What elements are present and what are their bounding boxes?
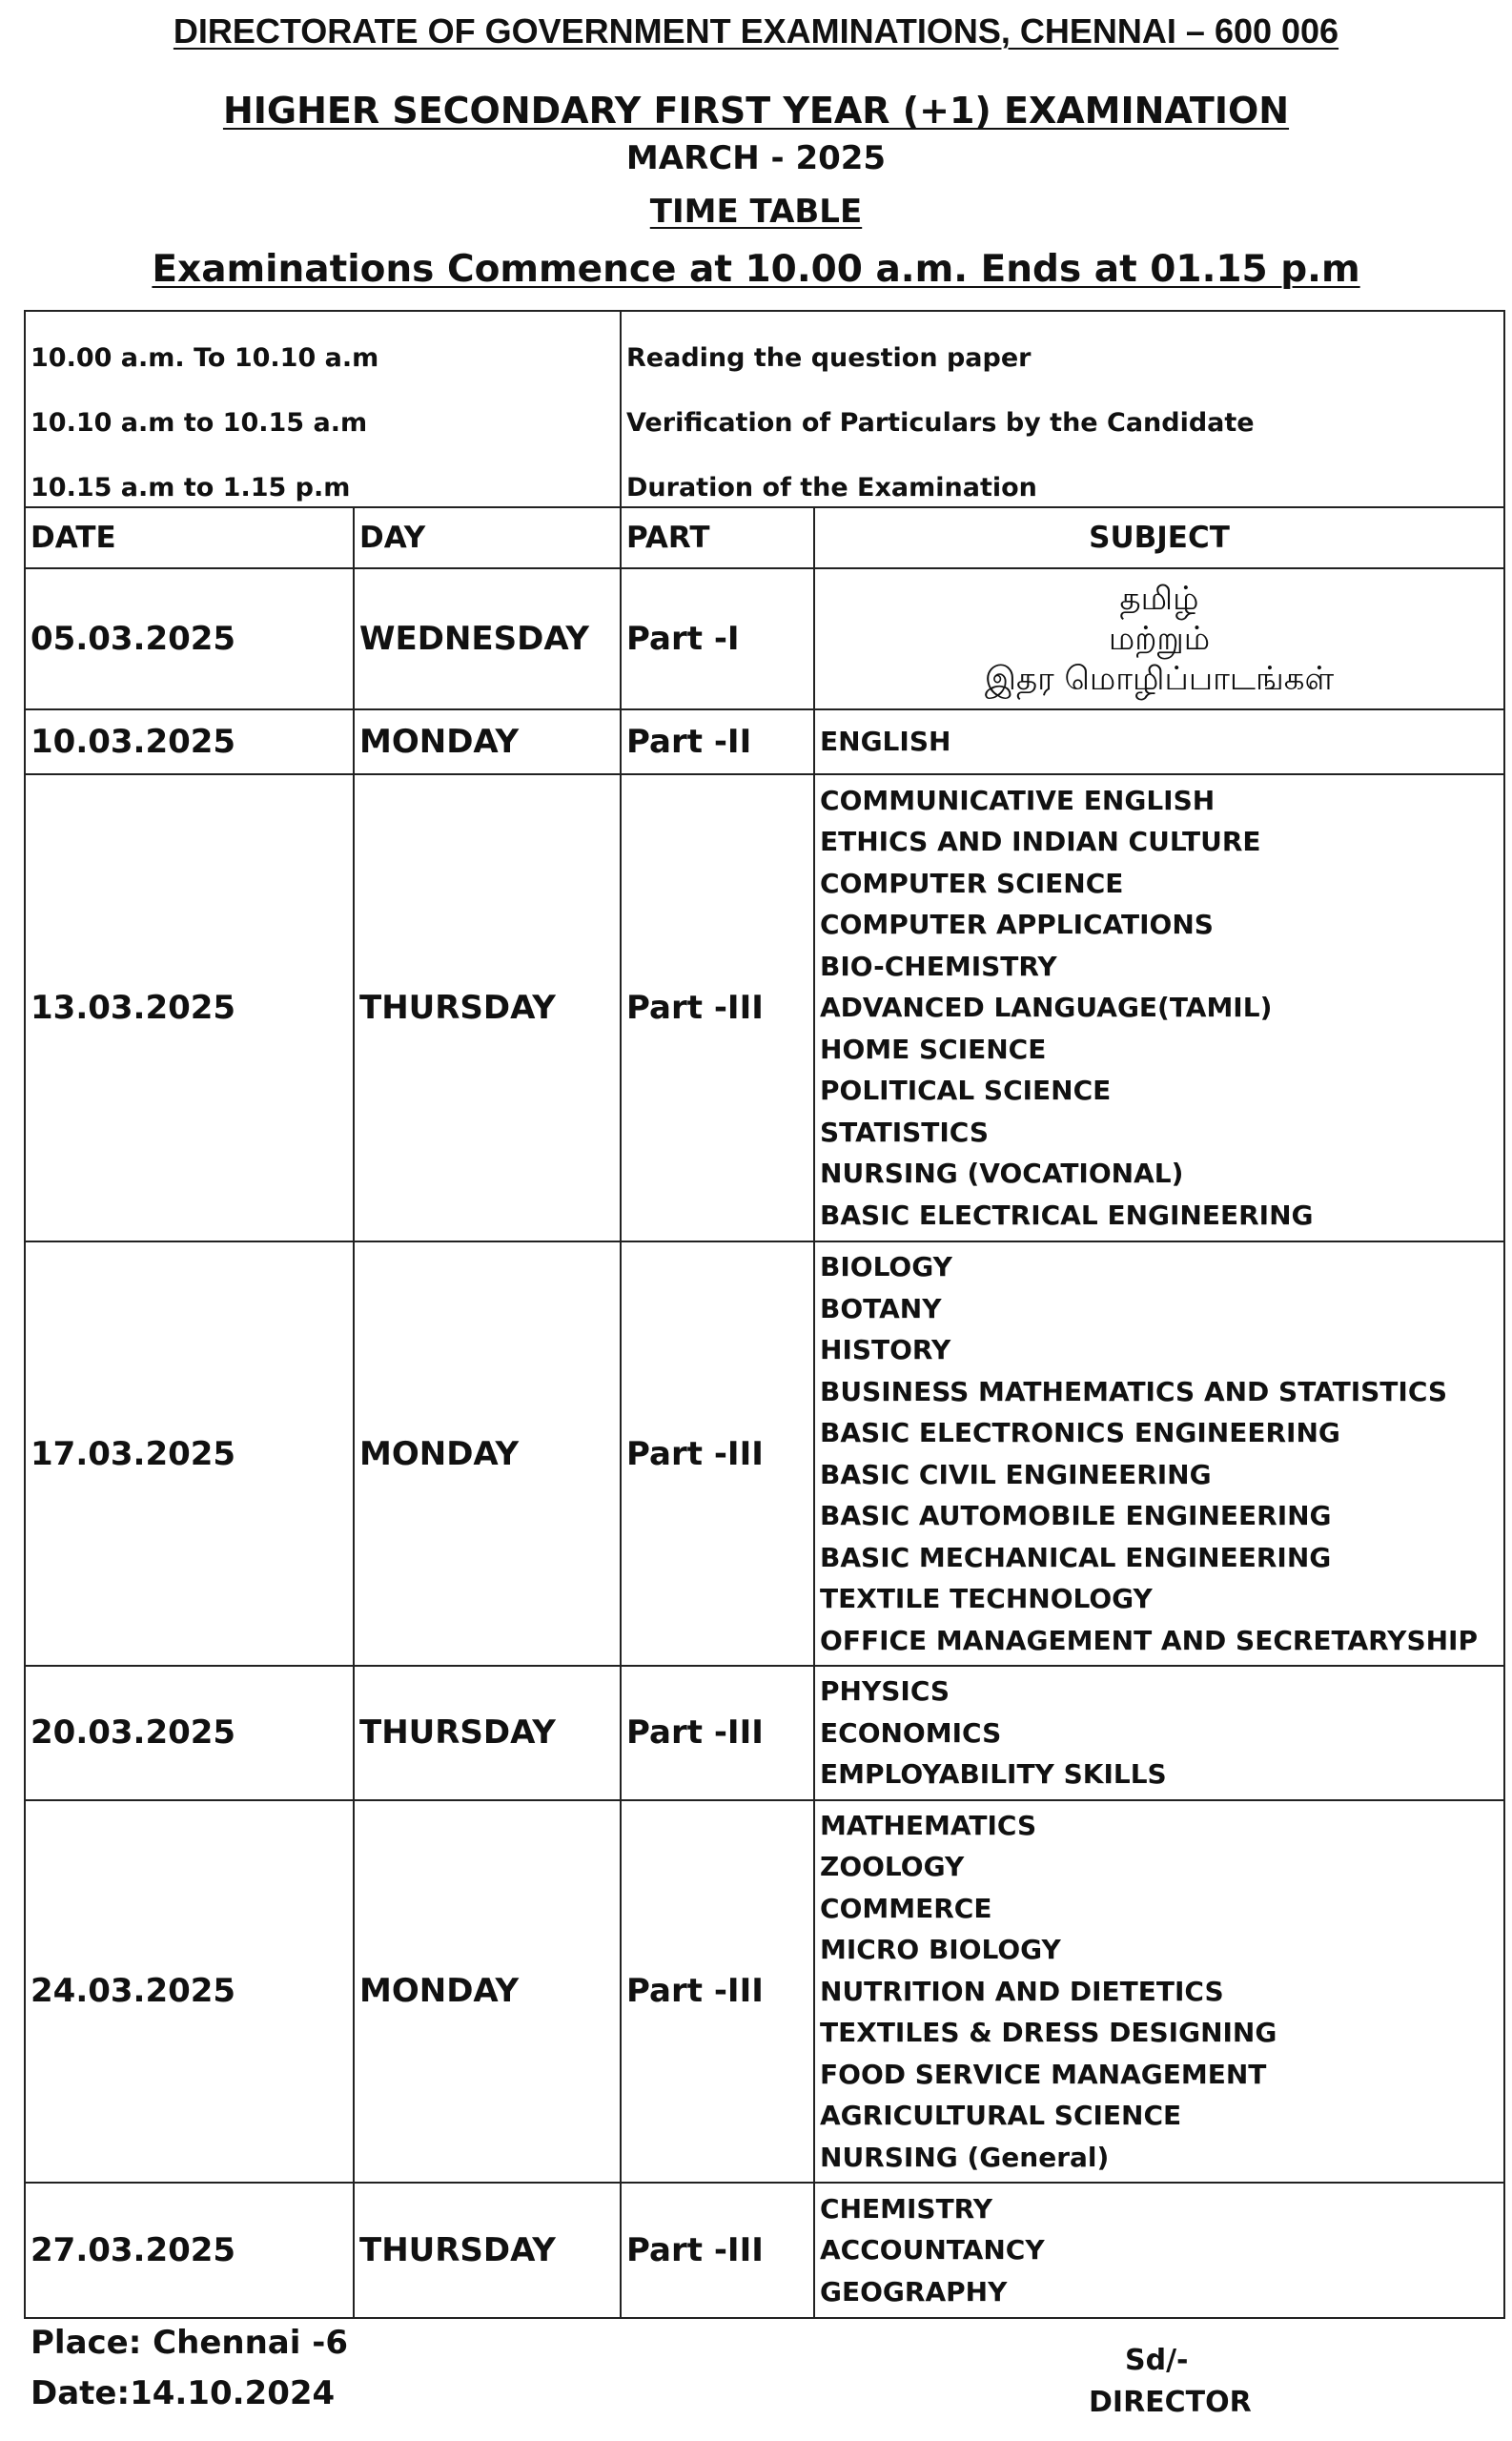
subject-item: BASIC ELECTRONICS ENGINEERING: [820, 1417, 1340, 1448]
subject-item: FOOD SERVICE MANAGEMENT: [820, 2058, 1267, 2090]
subject-item: OFFICE MANAGEMENT AND SECRETARYSHIP: [820, 1624, 1478, 1656]
exam-date: 10.03.2025: [25, 709, 354, 774]
subject-item: MATHEMATICS: [820, 1809, 1037, 1841]
subject-item: NUTRITION AND DIETETICS: [820, 1975, 1224, 2007]
subject-column-header: SUBJECT: [814, 507, 1504, 568]
director-designation: DIRECTOR: [1089, 2386, 1252, 2419]
subject-item: AGRICULTURAL SCIENCE: [820, 2100, 1182, 2131]
timetable: [24, 310, 1505, 2319]
subject-item: ADVANCED LANGUAGE(TAMIL): [820, 992, 1273, 1024]
exam-day: THURSDAY: [354, 2183, 621, 2318]
exam-timing-heading: Examinations Commence at 10.00 a.m. Ends at 01.15 p.m: [152, 248, 1360, 291]
timing-activity: Reading the question paper: [621, 311, 1504, 377]
exam-subjects: [814, 568, 1504, 709]
exam-subjects: [814, 1666, 1504, 1800]
time-table-heading: TIME TABLE: [649, 193, 863, 231]
subject-item: COMMERCE: [820, 1892, 992, 1924]
timing-row: [25, 377, 1504, 441]
subject-item: GEOGRAPHY: [820, 2275, 1008, 2308]
exam-month: MARCH - 2025: [625, 139, 887, 177]
subject-item: BASIC ELECTRICAL ENGINEERING: [820, 1199, 1314, 1231]
subject-item: தமிழ்: [1119, 580, 1199, 618]
exam-part: Part -III: [621, 774, 814, 1241]
subject-item: BIO-CHEMISTRY: [820, 950, 1057, 982]
subject-item: COMPUTER SCIENCE: [820, 867, 1124, 899]
issue-date-text: Date:14.10.2024: [31, 2374, 336, 2412]
schedule-row: [25, 1800, 1504, 2184]
subject-item: ENGLISH: [820, 726, 951, 758]
subject-item: ACCOUNTANCY: [820, 2234, 1045, 2267]
schedule-row: [25, 709, 1504, 774]
subject-item: BASIC MECHANICAL ENGINEERING: [820, 1541, 1332, 1573]
schedule-row: [25, 774, 1504, 1241]
subject-item: MICRO BIOLOGY: [820, 1934, 1061, 1965]
exam-part: Part -III: [621, 1666, 814, 1800]
subject-item: BASIC CIVIL ENGINEERING: [820, 1458, 1212, 1490]
subject-item: ZOOLOGY: [820, 1851, 965, 1882]
part-column-header: PART: [621, 507, 814, 568]
subject-item: COMPUTER APPLICATIONS: [820, 909, 1214, 941]
exam-date: 24.03.2025: [25, 1800, 354, 2184]
exam-subjects: [814, 774, 1504, 1241]
column-header-row: [25, 507, 1504, 568]
exam-title: HIGHER SECONDARY FIRST YEAR (+1) EXAMINATION: [222, 90, 1290, 132]
timing-activity: Verification of Particulars by the Candidate: [621, 377, 1504, 441]
subject-item: ETHICS AND INDIAN CULTURE: [820, 826, 1261, 858]
subject-item: EMPLOYABILITY SKILLS: [820, 1758, 1167, 1790]
subject-item: BASIC AUTOMOBILE ENGINEERING: [820, 1500, 1332, 1531]
timing-row: [25, 311, 1504, 377]
subject-item: BIOLOGY: [820, 1251, 952, 1282]
subject-item: ECONOMICS: [820, 1716, 1002, 1749]
subject-item: TEXTILES & DRESS DESIGNING: [820, 2017, 1277, 2048]
timing-row: [25, 441, 1504, 507]
subject-item: CHEMISTRY: [820, 2192, 992, 2225]
subject-item: மற்றும்: [1108, 620, 1211, 658]
date-column-header: DATE: [25, 507, 354, 568]
timing-activity: Duration of the Examination: [621, 441, 1504, 507]
subject-item: HISTORY: [820, 1334, 951, 1365]
subject-item: TEXTILE TECHNOLOGY: [820, 1583, 1153, 1614]
directorate-heading: DIRECTORATE OF GOVERNMENT EXAMINATIONS, CHENNAI – 600 006: [173, 11, 1339, 51]
subject-item: PHYSICS: [820, 1675, 950, 1707]
subject-item: NURSING (General): [820, 2141, 1110, 2173]
exam-date: 17.03.2025: [25, 1241, 354, 1666]
exam-day: MONDAY: [354, 1800, 621, 2184]
subject-item: NURSING (VOCATIONAL): [820, 1158, 1184, 1190]
subject-item: BUSINESS MATHEMATICS AND STATISTICS: [820, 1375, 1448, 1407]
subject-item: POLITICAL SCIENCE: [820, 1075, 1112, 1107]
exam-date: 13.03.2025: [25, 774, 354, 1241]
subject-item: COMMUNICATIVE ENGLISH: [820, 784, 1216, 816]
exam-part: Part -III: [621, 1800, 814, 2184]
exam-day: WEDNESDAY: [354, 568, 621, 709]
exam-date: 27.03.2025: [25, 2183, 354, 2318]
exam-subjects: [814, 1241, 1504, 1666]
subject-item: HOME SCIENCE: [820, 1033, 1047, 1065]
subject-item: இதர மொழிப்பாடங்கள்: [984, 660, 1335, 698]
schedule-row: [25, 1666, 1504, 1800]
exam-subjects: [814, 1800, 1504, 2184]
schedule-row: [25, 2183, 1504, 2318]
exam-subjects: [814, 2183, 1504, 2318]
exam-day: THURSDAY: [354, 774, 621, 1241]
exam-day: THURSDAY: [354, 1666, 621, 1800]
signed-mark: Sd/-: [1125, 2344, 1189, 2377]
exam-date: 05.03.2025: [25, 568, 354, 709]
timing-slot: 10.10 a.m to 10.15 a.m: [25, 377, 621, 441]
exam-part: Part -III: [621, 1241, 814, 1666]
subject-item: STATISTICS: [820, 1116, 990, 1148]
exam-part: Part -II: [621, 709, 814, 774]
exam-part: Part -III: [621, 2183, 814, 2318]
subject-item: BOTANY: [820, 1292, 942, 1324]
exam-day: MONDAY: [354, 709, 621, 774]
exam-day: MONDAY: [354, 1241, 621, 1666]
schedule-row: [25, 1241, 1504, 1666]
exam-subjects: [814, 709, 1504, 774]
exam-date: 20.03.2025: [25, 1666, 354, 1800]
timing-slot: 10.00 a.m. To 10.10 a.m: [25, 311, 621, 377]
schedule-row: [25, 568, 1504, 709]
day-column-header: DAY: [354, 507, 621, 568]
place-text: Place: Chennai -6: [31, 2324, 348, 2362]
exam-part: Part -I: [621, 568, 814, 709]
timing-slot: 10.15 a.m to 1.15 p.m: [25, 441, 621, 507]
